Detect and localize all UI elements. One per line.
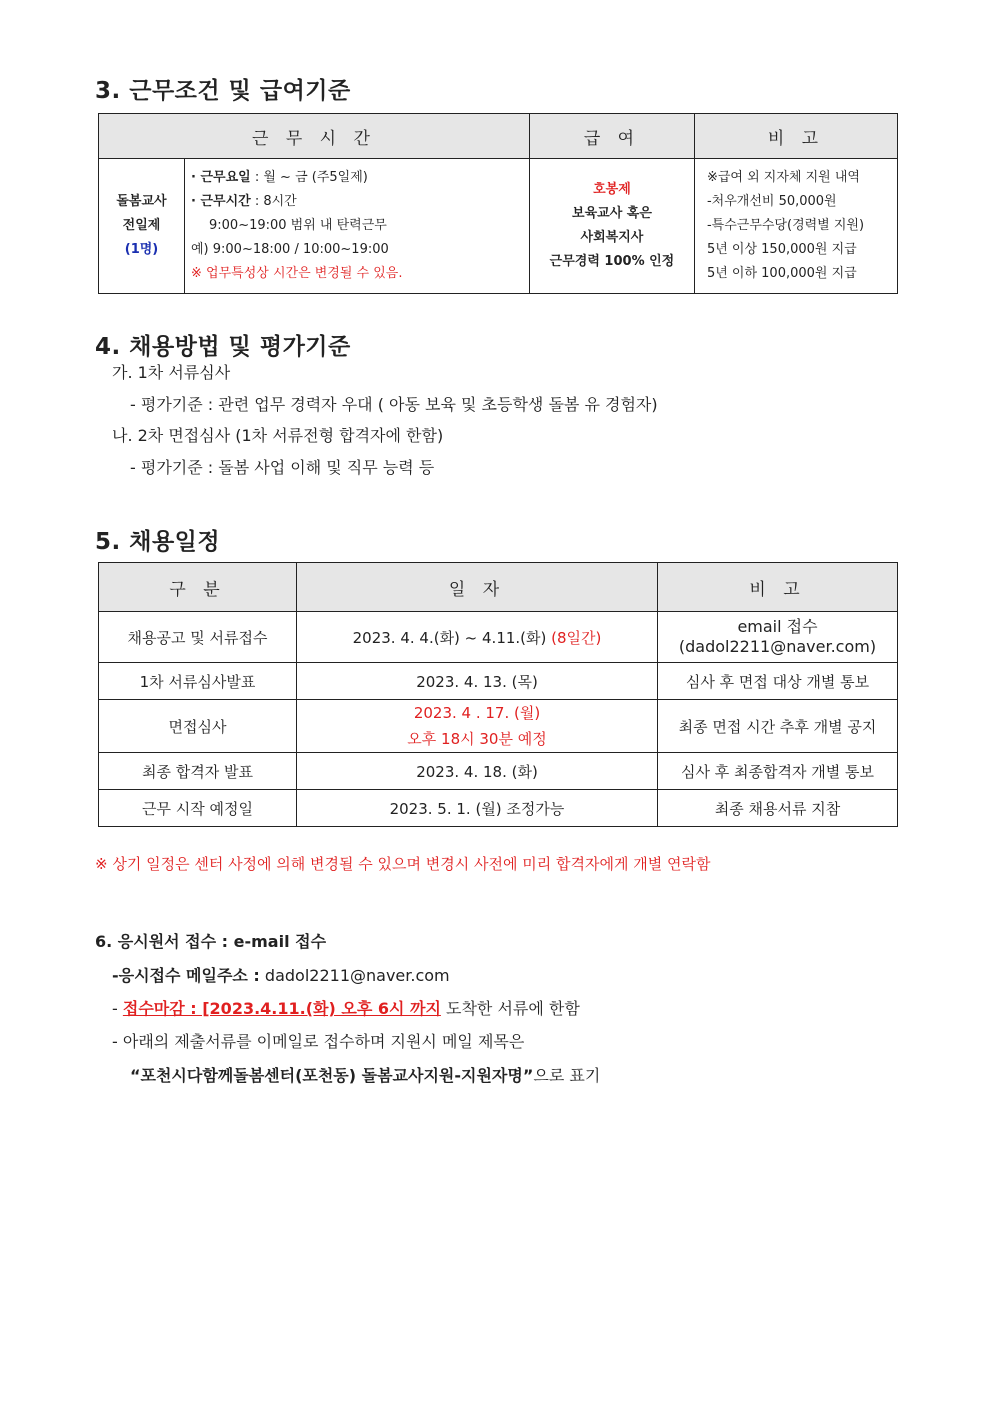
header-date: 일 자	[297, 563, 658, 612]
remark-1: ※급여 외 지자체 지원 내역	[706, 170, 860, 185]
row-note-line-1: email 접수	[737, 617, 818, 636]
deadline-dash: -	[112, 999, 118, 1018]
section-4-heading: 4. 채용방법 및 평가기준	[95, 334, 351, 360]
pay-scheme: 호봉제	[593, 182, 631, 197]
remarks-cell	[694, 159, 897, 294]
hours-value: : 8시간	[254, 194, 297, 209]
row-category: 최종 합격자 발표	[99, 753, 297, 790]
role-type: 전일제	[122, 218, 161, 233]
pay-line-4: 근무경력 100% 인정	[549, 254, 675, 269]
role-count: (1명)	[124, 242, 159, 257]
row-note-email: (dadol2211@naver.com)	[678, 637, 877, 656]
table-row	[99, 700, 898, 753]
schedule-table	[98, 562, 898, 827]
email-address: dadol2211@naver.com	[264, 966, 450, 985]
pay-line-3: 사회복지사	[580, 230, 644, 245]
subject-line	[130, 1065, 600, 1087]
row-note: 최종 면접 시간 추후 개별 공지	[658, 700, 898, 753]
section-6-heading: 6. 응시원서 접수 : e-mail 접수	[95, 932, 327, 951]
email-label: -응시접수 메일주소 :	[112, 966, 260, 985]
row-note: 최종 채용서류 지참	[658, 790, 898, 827]
step-2-text: 나. 2차 면접심사 (1차 서류전형 합격자에 한함)	[112, 426, 444, 445]
row-date-line-1: 2023. 4 . 17. (월)	[413, 704, 541, 722]
role-cell	[99, 159, 185, 294]
table-row	[99, 612, 898, 663]
header-work-hours: 근 무 시 간	[99, 114, 530, 159]
hours-range: 9:00~19:00 범위 내 탄력근무	[209, 218, 387, 233]
subject-tail: 으로 표기	[533, 1066, 601, 1085]
step-2-criteria: - 평가기준 : 돌봄 사업 이해 및 직무 능력 등	[130, 458, 435, 477]
remark-4: 5년 이상 150,000원 지급	[706, 242, 857, 257]
deadline-text: 접수마감 : [2023.4.11.(화) 오후 6시 까지	[122, 999, 441, 1018]
days-label: · 근무요일	[191, 170, 251, 185]
row-note: 심사 후 최종합격자 개별 통보	[658, 753, 898, 790]
hours-notice: ※ 업무특성상 시간은 변경될 수 있음.	[191, 266, 403, 281]
header-category: 구 분	[99, 563, 297, 612]
pay-line-2: 보육교사 혹은	[572, 206, 652, 221]
row-category: 채용공고 및 서류접수	[99, 612, 297, 663]
row-date-note: (8일간)	[551, 628, 602, 647]
row-category: 근무 시작 예정일	[99, 790, 297, 827]
schedule-notice: ※ 상기 일정은 센터 사정에 의해 변경될 수 있으며 변경시 사전에 미리 합격자에게 개별 연락함	[95, 855, 711, 873]
remark-2: -처우개선비 50,000원	[706, 194, 837, 209]
role-title: 돌봄교사	[116, 194, 167, 209]
header-remarks: 비 고	[694, 114, 897, 159]
pay-cell	[529, 159, 694, 294]
remark-5: 5년 이하 100,000원 지급	[706, 266, 857, 281]
email-line	[112, 965, 450, 987]
submission-instruction: - 아래의 제출서류를 이메일로 접수하며 지원시 메일 제목은	[112, 1032, 525, 1051]
deadline-line	[112, 998, 580, 1020]
step-1-criteria: - 평가기준 : 관련 업무 경력자 우대 ( 아동 보육 및 초등학생 돌봄 유 경험자)	[130, 395, 658, 414]
hours-label: · 근무시간	[191, 194, 251, 209]
row-date	[297, 612, 658, 663]
remark-3: -특수근무수당(경력별 지원)	[706, 218, 865, 233]
row-note	[658, 612, 898, 663]
row-category: 1차 서류심사발표	[99, 663, 297, 700]
section-3-heading: 3. 근무조건 및 급여기준	[95, 78, 351, 104]
email-subject-format: “포천시다함께돌봄센터(포천동) 돌봄교사지원-지원자명”	[130, 1066, 534, 1085]
row-date	[297, 700, 658, 753]
header-note: 비 고	[658, 563, 898, 612]
hours-example: 예) 9:00~18:00 / 10:00~19:00	[191, 242, 389, 257]
row-date: 2023. 4. 13. (목)	[297, 663, 658, 700]
section-5-heading: 5. 채용일정	[95, 529, 221, 555]
row-date-text: 2023. 4. 4.(화) ~ 4.11.(화)	[352, 628, 547, 647]
row-date: 2023. 4. 18. (화)	[297, 753, 658, 790]
work-hours-cell	[185, 159, 530, 294]
step-1-text: 가. 1차 서류심사	[112, 363, 231, 382]
table-row	[99, 753, 898, 790]
deadline-tail: 도착한 서류에 한함	[446, 999, 580, 1018]
row-date-line-2: 오후 18시 30분 예정	[407, 730, 547, 748]
table-row	[99, 663, 898, 700]
days-value: : 월 ~ 금 (주5일제)	[254, 170, 368, 185]
row-category: 면접심사	[99, 700, 297, 753]
header-pay: 급 여	[529, 114, 694, 159]
work-conditions-table	[98, 113, 898, 294]
row-note: 심사 후 면접 대상 개별 통보	[658, 663, 898, 700]
table-row	[99, 790, 898, 827]
row-date: 2023. 5. 1. (월) 조정가능	[297, 790, 658, 827]
